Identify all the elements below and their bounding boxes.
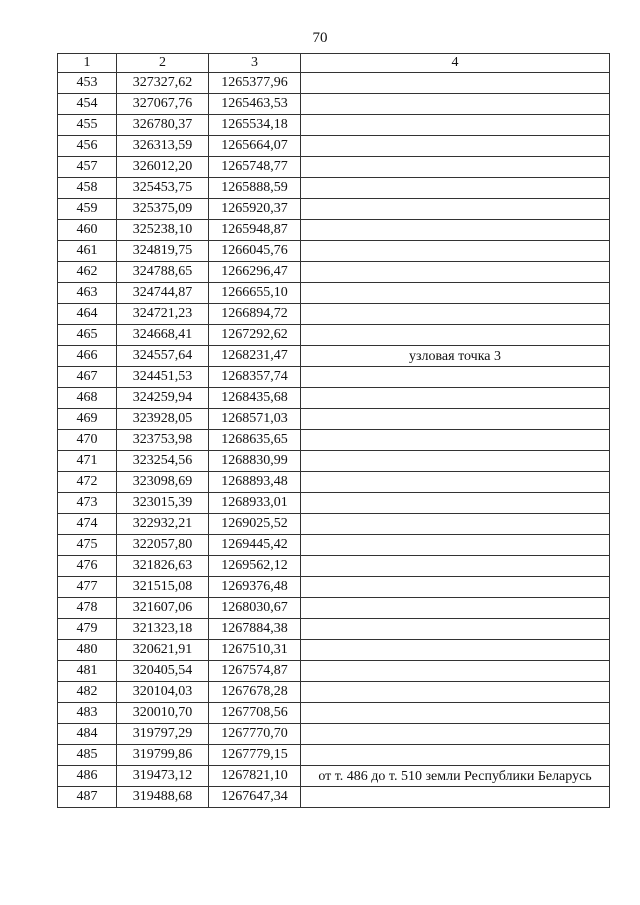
- point-number-cell: 465: [58, 325, 117, 346]
- y-coordinate-cell: 1268030,67: [209, 598, 301, 619]
- y-coordinate-cell: 1265377,96: [209, 73, 301, 94]
- description-cell: [301, 703, 610, 724]
- y-coordinate-cell: 1265534,18: [209, 115, 301, 136]
- column-header-description: 4: [301, 54, 610, 73]
- table-row: [58, 136, 610, 157]
- description-cell: [301, 283, 610, 304]
- x-coordinate-cell: 321323,18: [117, 619, 209, 640]
- description-cell: [301, 325, 610, 346]
- point-number-cell: 480: [58, 640, 117, 661]
- x-coordinate-cell: 327327,62: [117, 73, 209, 94]
- point-number-cell: 484: [58, 724, 117, 745]
- y-coordinate-cell: 1268357,74: [209, 367, 301, 388]
- x-coordinate-cell: 325453,75: [117, 178, 209, 199]
- table-row: [58, 745, 610, 766]
- table-row: [58, 577, 610, 598]
- y-coordinate-cell: 1268435,68: [209, 388, 301, 409]
- table-row: [58, 241, 610, 262]
- description-cell: [301, 745, 610, 766]
- x-coordinate-cell: 324668,41: [117, 325, 209, 346]
- description-cell: узловая точка 3: [301, 346, 610, 367]
- point-number-cell: 482: [58, 682, 117, 703]
- y-coordinate-cell: 1268231,47: [209, 346, 301, 367]
- table-row: [58, 388, 610, 409]
- table-row: [58, 766, 610, 787]
- table-row: [58, 178, 610, 199]
- description-cell: [301, 493, 610, 514]
- description-cell: [301, 388, 610, 409]
- y-coordinate-cell: 1268571,03: [209, 409, 301, 430]
- y-coordinate-cell: 1269445,42: [209, 535, 301, 556]
- x-coordinate-cell: 325375,09: [117, 199, 209, 220]
- point-number-cell: 461: [58, 241, 117, 262]
- description-cell: [301, 787, 610, 808]
- point-number-cell: 485: [58, 745, 117, 766]
- y-coordinate-cell: 1267884,38: [209, 619, 301, 640]
- table-row: [58, 409, 610, 430]
- point-number-cell: 466: [58, 346, 117, 367]
- point-number-cell: 453: [58, 73, 117, 94]
- description-cell: [301, 241, 610, 262]
- point-number-cell: 481: [58, 661, 117, 682]
- description-cell: от т. 486 до т. 510 земли Республики Беларусь: [301, 766, 610, 787]
- y-coordinate-cell: 1269376,48: [209, 577, 301, 598]
- point-number-cell: 467: [58, 367, 117, 388]
- y-coordinate-cell: 1267678,28: [209, 682, 301, 703]
- page-number: 70: [312, 30, 328, 46]
- x-coordinate-cell: 320621,91: [117, 640, 209, 661]
- x-coordinate-cell: 320010,70: [117, 703, 209, 724]
- y-coordinate-cell: 1265920,37: [209, 199, 301, 220]
- x-coordinate-cell: 323753,98: [117, 430, 209, 451]
- x-coordinate-cell: 326012,20: [117, 157, 209, 178]
- table-row: [58, 115, 610, 136]
- point-number-cell: 468: [58, 388, 117, 409]
- point-number-cell: 475: [58, 535, 117, 556]
- table-row: [58, 262, 610, 283]
- y-coordinate-cell: 1267292,62: [209, 325, 301, 346]
- table-row: [58, 430, 610, 451]
- point-number-cell: 479: [58, 619, 117, 640]
- table-row: [58, 304, 610, 325]
- column-header-x: 2: [117, 54, 209, 73]
- table-header-row: [58, 54, 610, 73]
- table-row: [58, 598, 610, 619]
- y-coordinate-cell: 1268893,48: [209, 472, 301, 493]
- table-row: [58, 724, 610, 745]
- y-coordinate-cell: 1267821,10: [209, 766, 301, 787]
- point-number-cell: 457: [58, 157, 117, 178]
- x-coordinate-cell: 324451,53: [117, 367, 209, 388]
- y-coordinate-cell: 1268635,65: [209, 430, 301, 451]
- x-coordinate-cell: 324721,23: [117, 304, 209, 325]
- table-row: [58, 619, 610, 640]
- x-coordinate-cell: 324259,94: [117, 388, 209, 409]
- description-cell: [301, 661, 610, 682]
- description-cell: [301, 472, 610, 493]
- point-number-cell: 459: [58, 199, 117, 220]
- x-coordinate-cell: 323015,39: [117, 493, 209, 514]
- table-row: [58, 661, 610, 682]
- y-coordinate-cell: 1266045,76: [209, 241, 301, 262]
- point-number-cell: 486: [58, 766, 117, 787]
- table-row: [58, 451, 610, 472]
- y-coordinate-cell: 1265748,77: [209, 157, 301, 178]
- y-coordinate-cell: 1269562,12: [209, 556, 301, 577]
- table-row: [58, 556, 610, 577]
- table-row: [58, 640, 610, 661]
- x-coordinate-cell: 321515,08: [117, 577, 209, 598]
- point-number-cell: 474: [58, 514, 117, 535]
- description-cell: [301, 94, 610, 115]
- x-coordinate-cell: 322932,21: [117, 514, 209, 535]
- point-number-cell: 462: [58, 262, 117, 283]
- column-header-y: 3: [209, 54, 301, 73]
- y-coordinate-cell: 1265948,87: [209, 220, 301, 241]
- point-number-cell: 471: [58, 451, 117, 472]
- description-cell: [301, 619, 610, 640]
- x-coordinate-cell: 326313,59: [117, 136, 209, 157]
- x-coordinate-cell: 320405,54: [117, 661, 209, 682]
- description-cell: [301, 136, 610, 157]
- x-coordinate-cell: 323928,05: [117, 409, 209, 430]
- description-cell: [301, 220, 610, 241]
- point-number-cell: 469: [58, 409, 117, 430]
- description-cell: [301, 73, 610, 94]
- y-coordinate-cell: 1267708,56: [209, 703, 301, 724]
- x-coordinate-cell: 324788,65: [117, 262, 209, 283]
- y-coordinate-cell: 1267574,87: [209, 661, 301, 682]
- coordinates-table: [57, 53, 610, 808]
- table-row: [58, 157, 610, 178]
- y-coordinate-cell: 1267510,31: [209, 640, 301, 661]
- description-cell: [301, 724, 610, 745]
- point-number-cell: 483: [58, 703, 117, 724]
- description-cell: [301, 514, 610, 535]
- y-coordinate-cell: 1266655,10: [209, 283, 301, 304]
- description-cell: [301, 304, 610, 325]
- y-coordinate-cell: 1266296,47: [209, 262, 301, 283]
- x-coordinate-cell: 321826,63: [117, 556, 209, 577]
- x-coordinate-cell: 326780,37: [117, 115, 209, 136]
- description-cell: [301, 451, 610, 472]
- y-coordinate-cell: 1268830,99: [209, 451, 301, 472]
- table-row: [58, 346, 610, 367]
- description-cell: [301, 640, 610, 661]
- description-cell: [301, 556, 610, 577]
- description-cell: [301, 157, 610, 178]
- y-coordinate-cell: 1266894,72: [209, 304, 301, 325]
- point-number-cell: 456: [58, 136, 117, 157]
- description-cell: [301, 535, 610, 556]
- x-coordinate-cell: 319473,12: [117, 766, 209, 787]
- y-coordinate-cell: 1268933,01: [209, 493, 301, 514]
- point-number-cell: 454: [58, 94, 117, 115]
- point-number-cell: 464: [58, 304, 117, 325]
- table-row: [58, 94, 610, 115]
- description-cell: [301, 598, 610, 619]
- table-row: [58, 472, 610, 493]
- x-coordinate-cell: 322057,80: [117, 535, 209, 556]
- x-coordinate-cell: 321607,06: [117, 598, 209, 619]
- x-coordinate-cell: 320104,03: [117, 682, 209, 703]
- x-coordinate-cell: 324557,64: [117, 346, 209, 367]
- x-coordinate-cell: 324819,75: [117, 241, 209, 262]
- x-coordinate-cell: 319799,86: [117, 745, 209, 766]
- description-cell: [301, 430, 610, 451]
- y-coordinate-cell: 1265664,07: [209, 136, 301, 157]
- y-coordinate-cell: 1267647,34: [209, 787, 301, 808]
- y-coordinate-cell: 1267770,70: [209, 724, 301, 745]
- point-number-cell: 455: [58, 115, 117, 136]
- table-row: [58, 367, 610, 388]
- description-cell: [301, 367, 610, 388]
- description-cell: [301, 409, 610, 430]
- x-coordinate-cell: 327067,76: [117, 94, 209, 115]
- table-row: [58, 703, 610, 724]
- point-number-cell: 458: [58, 178, 117, 199]
- y-coordinate-cell: 1265463,53: [209, 94, 301, 115]
- table-row: [58, 199, 610, 220]
- x-coordinate-cell: 323254,56: [117, 451, 209, 472]
- point-number-cell: 476: [58, 556, 117, 577]
- table-row: [58, 220, 610, 241]
- description-cell: [301, 262, 610, 283]
- column-header-number: 1: [58, 54, 117, 73]
- point-number-cell: 473: [58, 493, 117, 514]
- description-cell: [301, 577, 610, 598]
- point-number-cell: 460: [58, 220, 117, 241]
- y-coordinate-cell: 1267779,15: [209, 745, 301, 766]
- y-coordinate-cell: 1269025,52: [209, 514, 301, 535]
- x-coordinate-cell: 324744,87: [117, 283, 209, 304]
- y-coordinate-cell: 1265888,59: [209, 178, 301, 199]
- description-cell: [301, 178, 610, 199]
- table-row: [58, 73, 610, 94]
- point-number-cell: 472: [58, 472, 117, 493]
- table-row: [58, 535, 610, 556]
- description-cell: [301, 682, 610, 703]
- point-number-cell: 487: [58, 787, 117, 808]
- description-cell: [301, 199, 610, 220]
- table-row: [58, 514, 610, 535]
- x-coordinate-cell: 323098,69: [117, 472, 209, 493]
- x-coordinate-cell: 319797,29: [117, 724, 209, 745]
- point-number-cell: 478: [58, 598, 117, 619]
- description-cell: [301, 115, 610, 136]
- x-coordinate-cell: 325238,10: [117, 220, 209, 241]
- table-row: [58, 493, 610, 514]
- point-number-cell: 463: [58, 283, 117, 304]
- x-coordinate-cell: 319488,68: [117, 787, 209, 808]
- table-row: [58, 682, 610, 703]
- table-row: [58, 787, 610, 808]
- point-number-cell: 470: [58, 430, 117, 451]
- table-row: [58, 283, 610, 304]
- table-row: [58, 325, 610, 346]
- point-number-cell: 477: [58, 577, 117, 598]
